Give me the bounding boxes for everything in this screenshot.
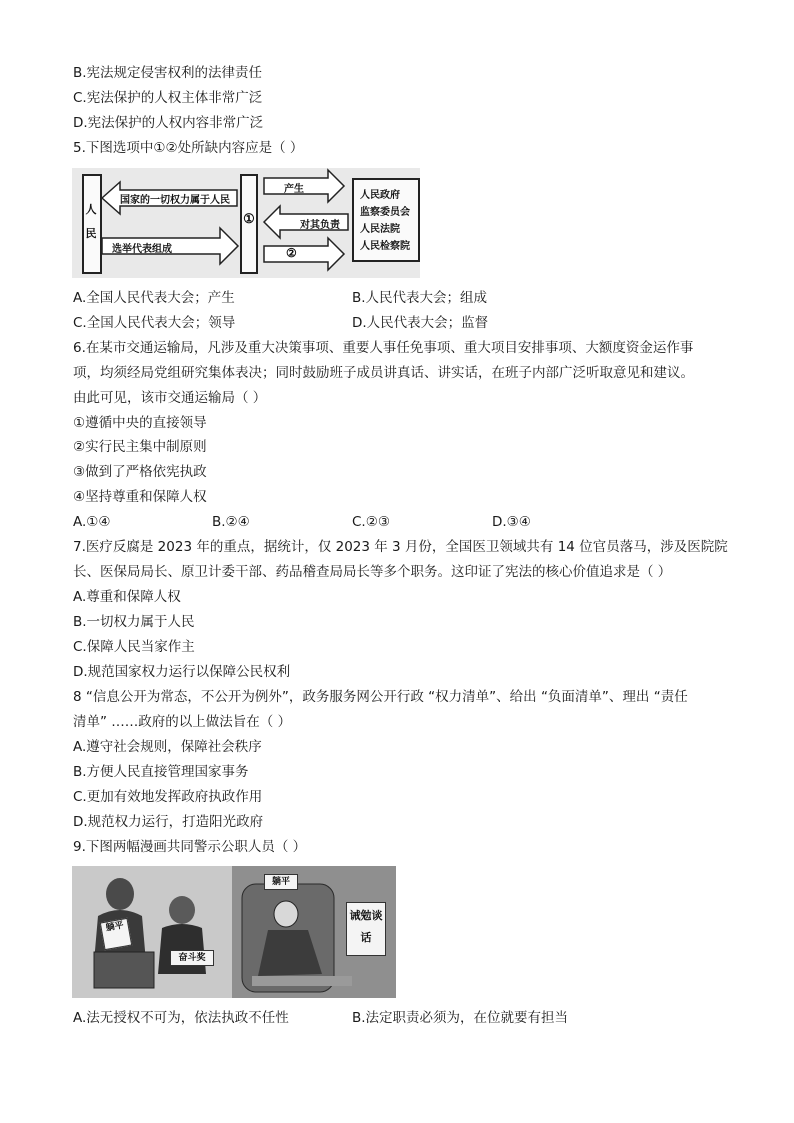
- q7-stem-2: 长、医保局局长、原卫计委干部、药品稽查局局长等多个职务。这印证了宪法的核心价值追求是（ ）: [73, 564, 672, 580]
- q8-option-b: B.方便人民直接管理国家事务: [73, 764, 249, 780]
- q6-option-c: C.②③: [352, 514, 390, 530]
- q8-option-c: C.更加有效地发挥政府执政作用: [73, 789, 263, 805]
- arrow-two: [264, 238, 344, 270]
- q9-option-b: B.法定职责必须为，在位就要有担当: [352, 1010, 569, 1026]
- diagram-organ-1: 人民政府: [360, 190, 400, 201]
- diagram-arrow-top-label: 国家的一切权力属于人民: [120, 195, 230, 206]
- q6-item-1: ①遵循中央的直接领导: [73, 415, 207, 431]
- q6-stem-2: 项，均须经局党组研究集体表决；同时鼓励班子成员讲真话、讲实话，在班子内部广泛听取意见和建议。: [73, 365, 694, 381]
- cartoon-sign-right-top: 躺平: [264, 874, 298, 890]
- diagram-organ-3: 人民法院: [360, 224, 400, 235]
- diagram-produce-label: 产生: [284, 184, 304, 195]
- q9-stem: 9.下图两幅漫画共同警示公职人员（ ）: [73, 839, 307, 855]
- q8-option-a: A.遵守社会规则，保障社会秩序: [73, 739, 262, 755]
- q7-option-d: D.规范国家权力运行以保障公民权利: [73, 664, 291, 680]
- q6-option-a: A.①④: [73, 514, 111, 530]
- cartoon-sign-left-b: 奋斗奖: [170, 950, 214, 966]
- q4-option-c: C.宪法保护的人权主体非常广泛: [73, 90, 263, 106]
- q7-option-c: C.保障人民当家作主: [73, 639, 195, 655]
- q5-diagram: [72, 168, 420, 278]
- q6-item-4: ④坚持尊重和保障人权: [73, 489, 207, 505]
- q7-stem-1: 7.医疗反腐是 2023 年的重点，据统计，仅 2023 年 3 月份，全国医卫领域共有 14 位官员落马，涉及医院院: [73, 539, 728, 555]
- q5-option-c: C.全国人民代表大会；领导: [73, 315, 236, 331]
- q8-stem-1: 8 “信息公开为常态，不公开为例外”，政务服务网公开行政 “权力清单”、给出 “负面清单”、理出 “责任: [73, 689, 688, 705]
- diagram-arrow-bottom-label: 选举代表组成: [112, 244, 172, 255]
- diagram-responsible-label: 对其负责: [300, 220, 340, 231]
- q4-option-d: D.宪法保护的人权内容非常广泛: [73, 115, 264, 131]
- arrow-produce: [264, 170, 344, 202]
- q5-option-a: A.全国人民代表大会；产生: [73, 290, 235, 306]
- diagram-two-label: ②: [286, 246, 297, 260]
- q8-option-d: D.规范权力运行，打造阳光政府: [73, 814, 264, 830]
- q6-item-3: ③做到了严格依宪执政: [73, 464, 207, 480]
- diagram-organ-4: 人民检察院: [360, 241, 410, 252]
- q5-option-b: B.人民代表大会；组成: [352, 290, 488, 306]
- q5-stem: 5.下图选项中①②处所缺内容应是（ ）: [73, 140, 304, 156]
- cartoon-sign-left-a: 躺平: [100, 918, 132, 950]
- diagram-people-label: 人民: [85, 203, 97, 240]
- q8-stem-2: 清单” ……政府的以上做法旨在（ ）: [73, 714, 292, 730]
- q4-option-b: B.宪法规定侵害权利的法律责任: [73, 65, 263, 81]
- q6-option-b: B.②④: [212, 514, 250, 530]
- q9-option-a: A.法无授权不可为，依法执政不任性: [73, 1010, 289, 1026]
- q7-option-a: A.尊重和保障人权: [73, 589, 181, 605]
- diagram-mid-label: ①: [243, 212, 255, 227]
- q9-cartoon: [72, 866, 396, 998]
- cartoon-sign-right-side: 诫勉谈话: [346, 902, 386, 956]
- q6-stem-3: 由此可见，该市交通运输局（ ）: [73, 390, 267, 406]
- q5-option-d: D.人民代表大会；监督: [352, 315, 489, 331]
- q7-option-b: B.一切权力属于人民: [73, 614, 195, 630]
- q6-item-2: ②实行民主集中制原则: [73, 439, 207, 455]
- q6-option-d: D.③④: [492, 514, 531, 530]
- diagram-organ-2: 监察委员会: [360, 207, 410, 218]
- q6-stem-1: 6.在某市交通运输局，凡涉及重大决策事项、重要人事任免事项、重大项目安排事项、大额度资金运作事: [73, 340, 694, 356]
